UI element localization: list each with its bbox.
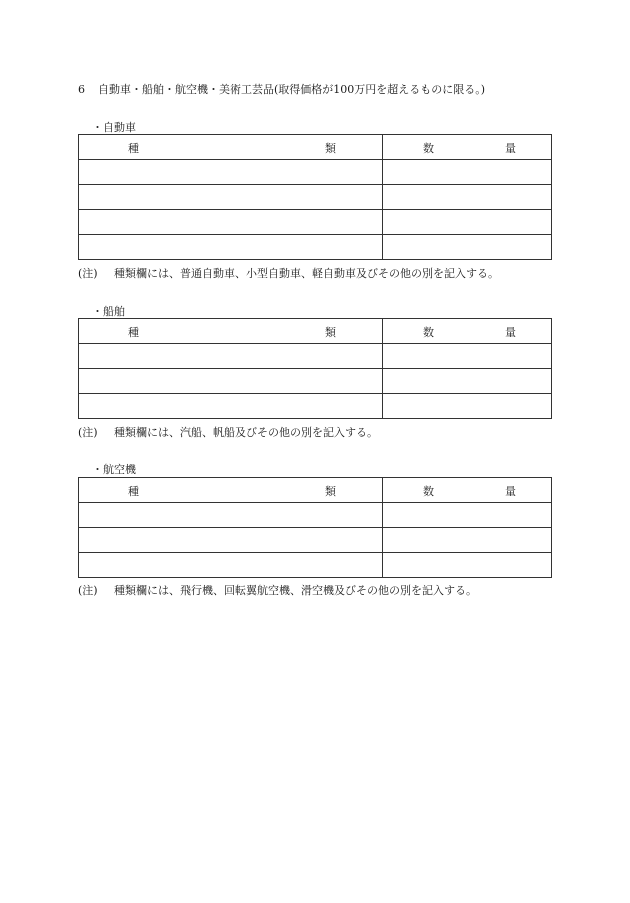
table-row [79,344,552,369]
note-text: 種類欄には、普通自動車、小型自動車、軽自動車及びその他の別を記入する。 [114,267,499,280]
table-header-row [79,135,552,160]
kind-header-char-2: 類 [325,485,336,498]
kind-cell[interactable] [79,185,383,210]
kind-cell[interactable] [79,344,383,369]
quantity-header-char-2: 量 [505,326,516,339]
kind-header-char-2: 類 [325,142,336,155]
note-text: 種類欄には、飛行機、回転翼航空機、滑空機及びその他の別を記入する。 [114,584,477,597]
kind-cell[interactable] [79,160,383,185]
quantity-cell[interactable] [383,369,552,394]
table-row [79,394,552,419]
quantity-cell[interactable] [383,210,552,235]
quantity-cell[interactable] [383,553,552,578]
kind-header-char-2: 類 [325,326,336,339]
quantity-cell[interactable] [383,344,552,369]
aircraft-table [78,477,552,578]
table-row [79,160,552,185]
kind-cell[interactable] [79,369,383,394]
ship-label: ・船舶 [92,305,125,318]
automobile-label: ・自動車 [92,121,136,134]
note-text: 種類欄には、汽船、帆船及びその他の別を記入する。 [114,426,378,439]
table-header-row [79,478,552,503]
table-row [79,185,552,210]
note-tag: (注) [78,426,98,439]
note-tag: (注) [78,584,98,597]
quantity-cell[interactable] [383,528,552,553]
quantity-header-char-2: 量 [505,142,516,155]
table-row [79,235,552,260]
kind-cell[interactable] [79,503,383,528]
kind-cell[interactable] [79,394,383,419]
table-row [79,210,552,235]
quantity-header-char-1: 数 [423,326,434,339]
quantity-cell[interactable] [383,503,552,528]
note-tag: (注) [78,267,98,280]
section-number: 6 [78,83,85,96]
kind-header-char-1: 種 [128,485,139,498]
kind-header-char-1: 種 [128,326,139,339]
quantity-header-char-1: 数 [423,142,434,155]
kind-cell[interactable] [79,553,383,578]
kind-cell[interactable] [79,235,383,260]
section-heading [78,81,485,97]
kind-cell[interactable] [79,528,383,553]
table-row [79,369,552,394]
kind-cell[interactable] [79,210,383,235]
aircraft-label: ・航空機 [92,463,136,476]
quantity-cell[interactable] [383,394,552,419]
quantity-cell[interactable] [383,185,552,210]
table-row [79,528,552,553]
table-row [79,553,552,578]
quantity-cell[interactable] [383,160,552,185]
section-title: 自動車・船舶・航空機・美術工芸品(取得価格が100万円を超えるものに限る。) [98,83,486,96]
automobile-table [78,134,552,260]
quantity-cell[interactable] [383,235,552,260]
ship-note [78,424,378,440]
quantity-header-char-1: 数 [423,485,434,498]
kind-header-char-1: 種 [128,142,139,155]
ship-table [78,318,552,419]
automobile-note [78,265,499,281]
table-header-row [79,319,552,344]
table-row [79,503,552,528]
aircraft-note [78,582,477,598]
quantity-header-char-2: 量 [505,485,516,498]
